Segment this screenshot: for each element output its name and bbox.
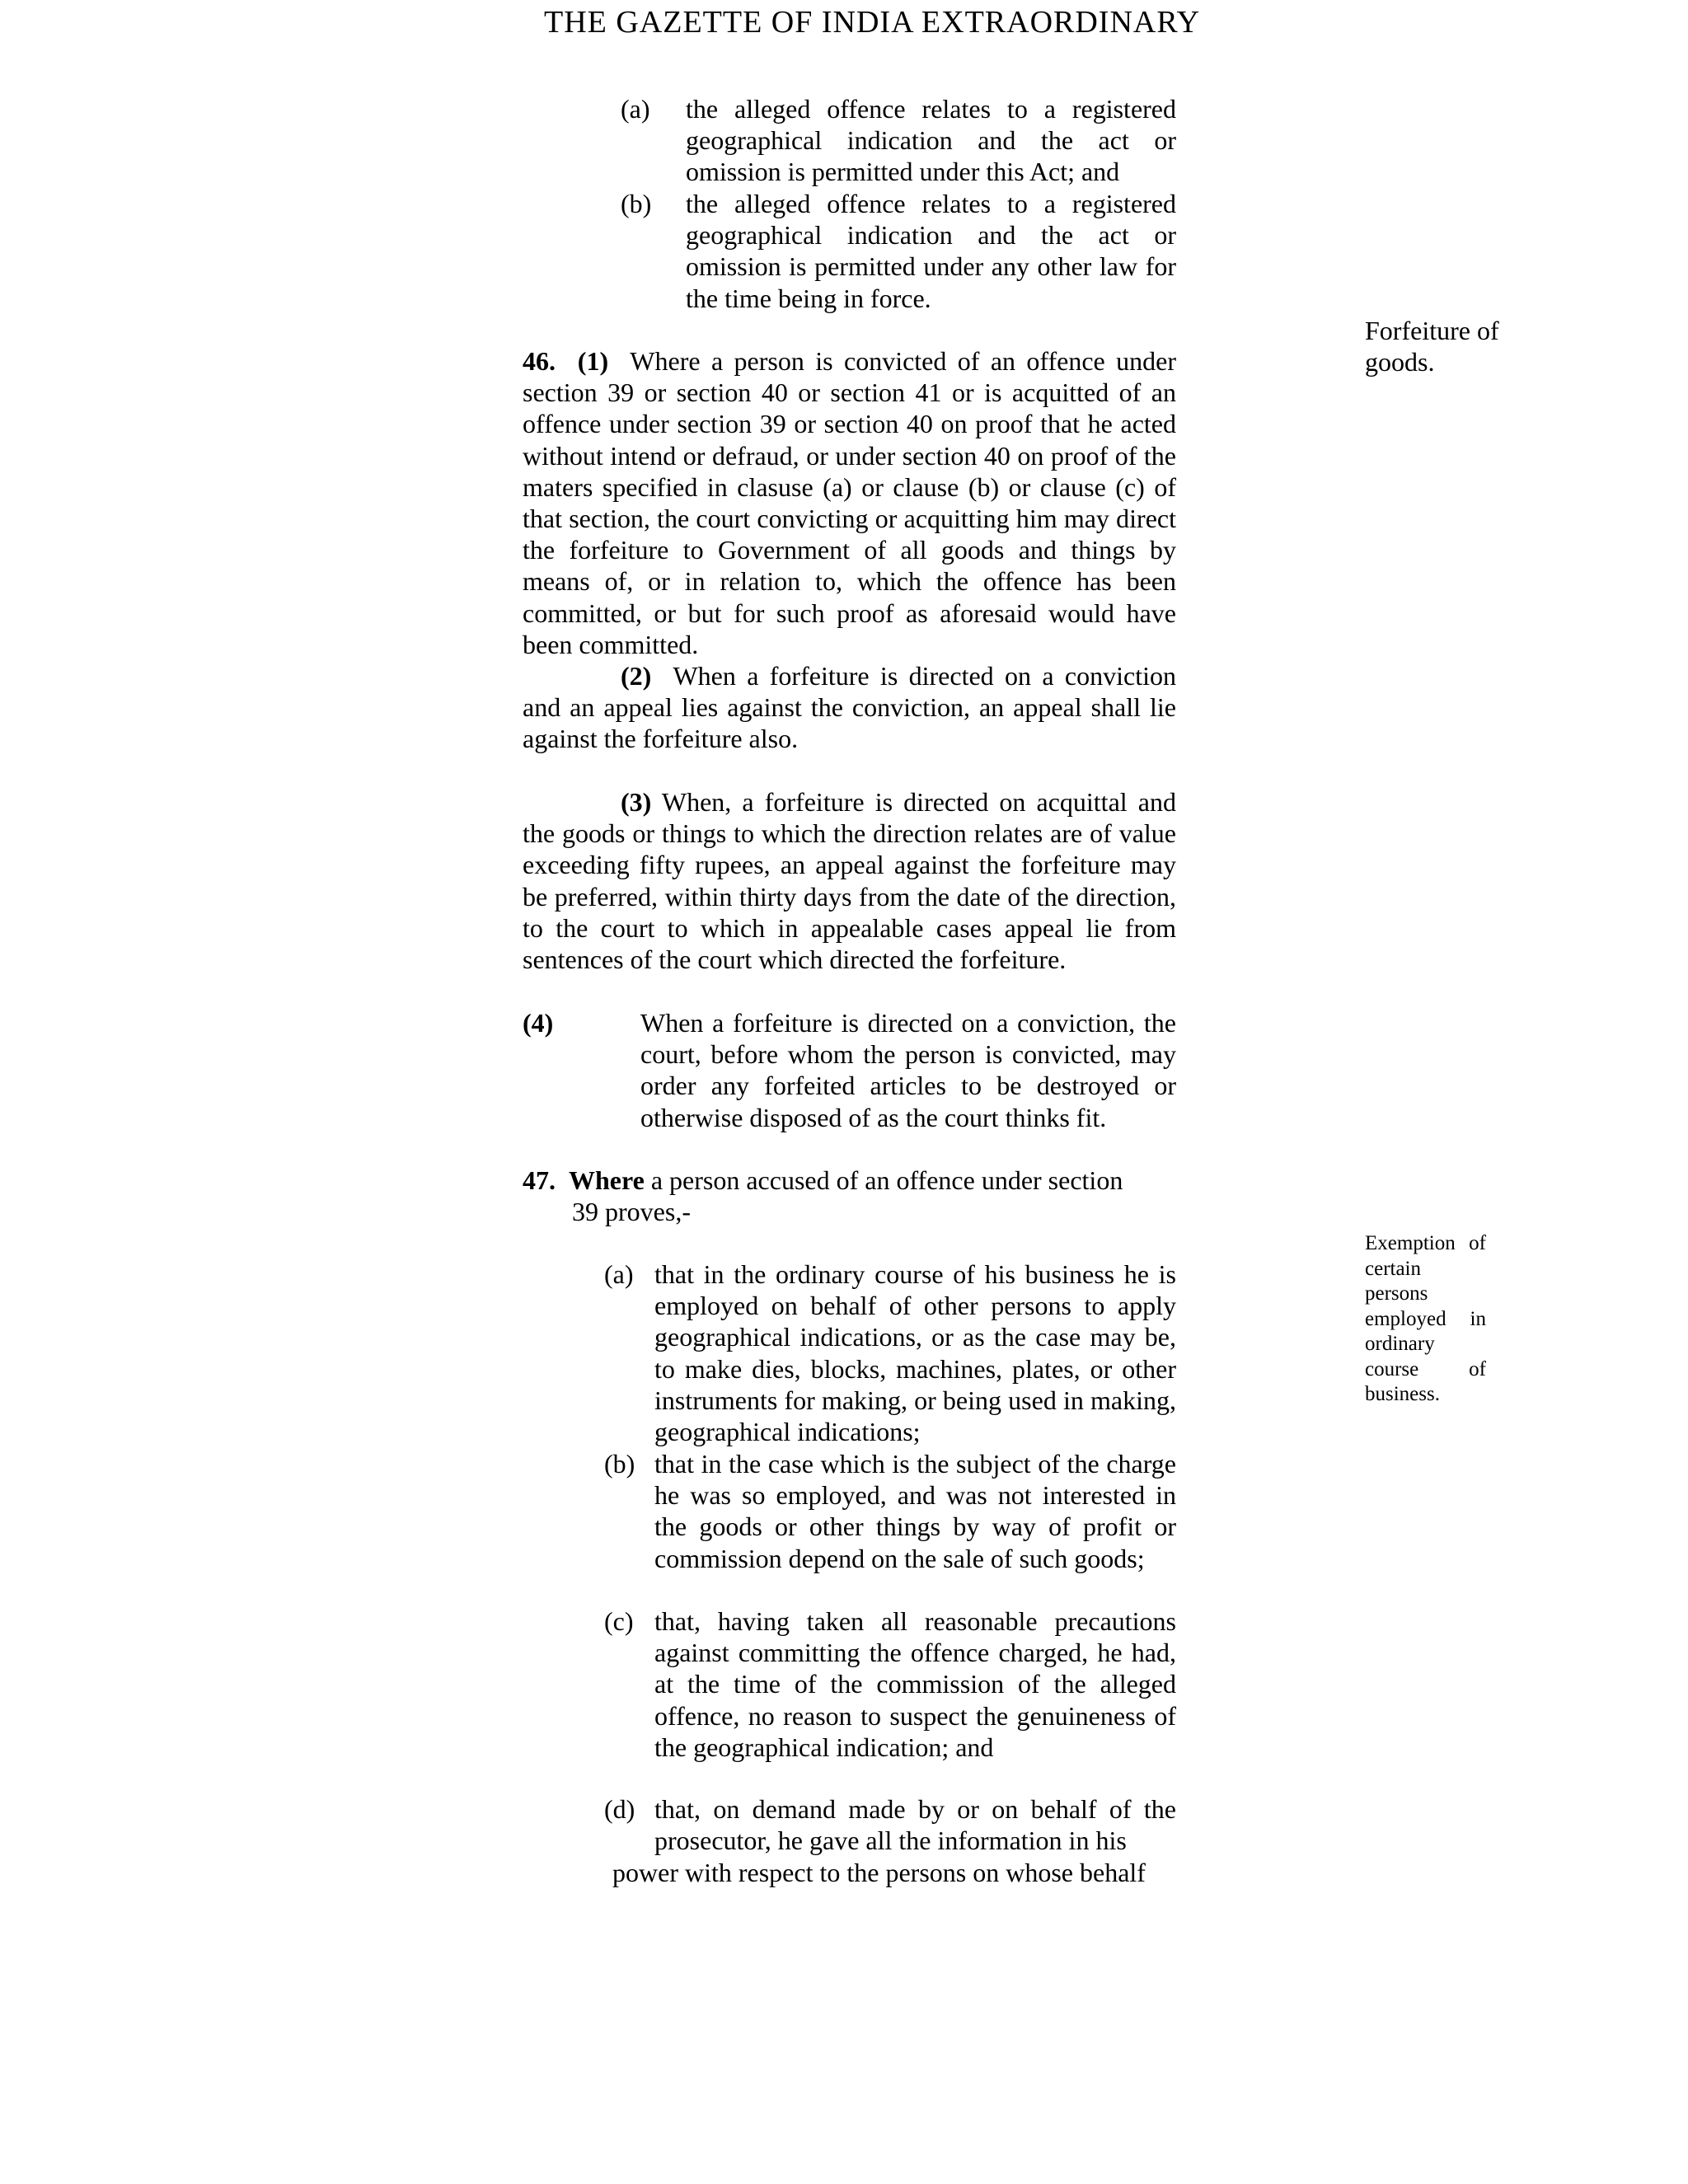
item-text: the alleged offence relates to a registered geographical indication and the act or omission is permitted under this Act; and: [686, 94, 1176, 187]
section-number: 47.: [523, 1165, 556, 1195]
subsection-label: (4): [523, 1008, 554, 1038]
page-header: [544, 5, 1203, 58]
section-46-sub-1: [523, 345, 1176, 660]
item-label: (b): [621, 189, 652, 218]
subsection-text: Where a person is convicted of an offence under section 39 or section 40 or section 41 or is acquitted of an offence under section 39 or section 40 on proof that he acted without intend or defraud, or under section 40 on proof of the maters specified in clasuse (a) or clause (b) or clause (c) of that section, the court convicting or acquitting him may direct the forfeiture to Government of all goods and things by means of, or in relation to, which the offence has been committed, or but for such proof as aforesaid would have been committed.: [523, 346, 1176, 659]
subsection-text: When a forfeiture is directed on a conviction and an appeal lies against the conviction, an appeal shall lie against the forfeiture also.: [523, 661, 1177, 754]
section-47-lead: [523, 1165, 1176, 1196]
subsection-label: (3): [621, 787, 652, 817]
margin-note-forfeiture: Forfeiture of goods.: [1365, 316, 1499, 377]
subsection-label: (1): [577, 346, 609, 376]
section-46-sub-2: [523, 660, 1176, 755]
subsection-label: (2): [621, 661, 652, 691]
item-text: that in the case which is the subject of the charge he was so employed, and was not interested in the goods or other things by way of profit or commission depend on the sale of such goods;: [654, 1449, 1176, 1573]
item-label: (a): [621, 94, 650, 124]
item-text: that in the ordinary course of his business he is employed on behalf of other persons to apply geographical indications, or as the case may be, to make dies, blocks, machines, plates, or other instruments for making, or being used in making, geographical indications;: [654, 1259, 1176, 1447]
item-text: the alleged offence relates to a registered geographical indication and the act or omission is permitted under any other law for the time being in force.: [686, 189, 1176, 313]
item-label: (c): [604, 1606, 634, 1636]
lead-text: a person accused of an offence under section: [650, 1165, 1123, 1195]
subsection-text: When, a forfeiture is directed on acquittal and the goods or things to which the direction relates are of value exceeding fifty rupees, an appeal against the forfeiture may be preferred, within thirty days from the date of the direction, to the court to which in appealable cases appeal lie from sentences of the court which directed the forfeiture.: [523, 787, 1177, 975]
item-label: (d): [604, 1794, 635, 1824]
lead-word: Where: [569, 1165, 645, 1195]
section-number: 46.: [523, 346, 556, 376]
item-label: (a): [604, 1259, 634, 1289]
section-47-lead-line2: 39 proves,-: [572, 1197, 691, 1226]
section-46-sub-3: [523, 786, 1176, 975]
item-text: that, having taken all reasonable precautions against committing the offence charged, he had, at the time of the commission of the alleged offence, no reason to suspect the genuineness of the geographical indication; and: [654, 1606, 1176, 1762]
header-text: THE GAZETTE OF INDIA EXTRAORDINARY: [544, 5, 1201, 40]
section-46-sub-4: When a forfeiture is directed on a conviction, the court, before whom the person is convicted, may order any forfeited articles to be destroyed or otherwise disposed of as the court thinks fit.: [640, 1008, 1176, 1132]
trailing-line: power with respect to the persons on whose behalf: [612, 1858, 1146, 1887]
margin-note-exemption: Exemption of certain persons employed in ordinary course of business.: [1365, 1232, 1486, 1405]
item-label: (b): [604, 1449, 635, 1479]
item-text: that, on demand made by or on behalf of the prosecutor, he gave all the information in his: [654, 1794, 1176, 1856]
